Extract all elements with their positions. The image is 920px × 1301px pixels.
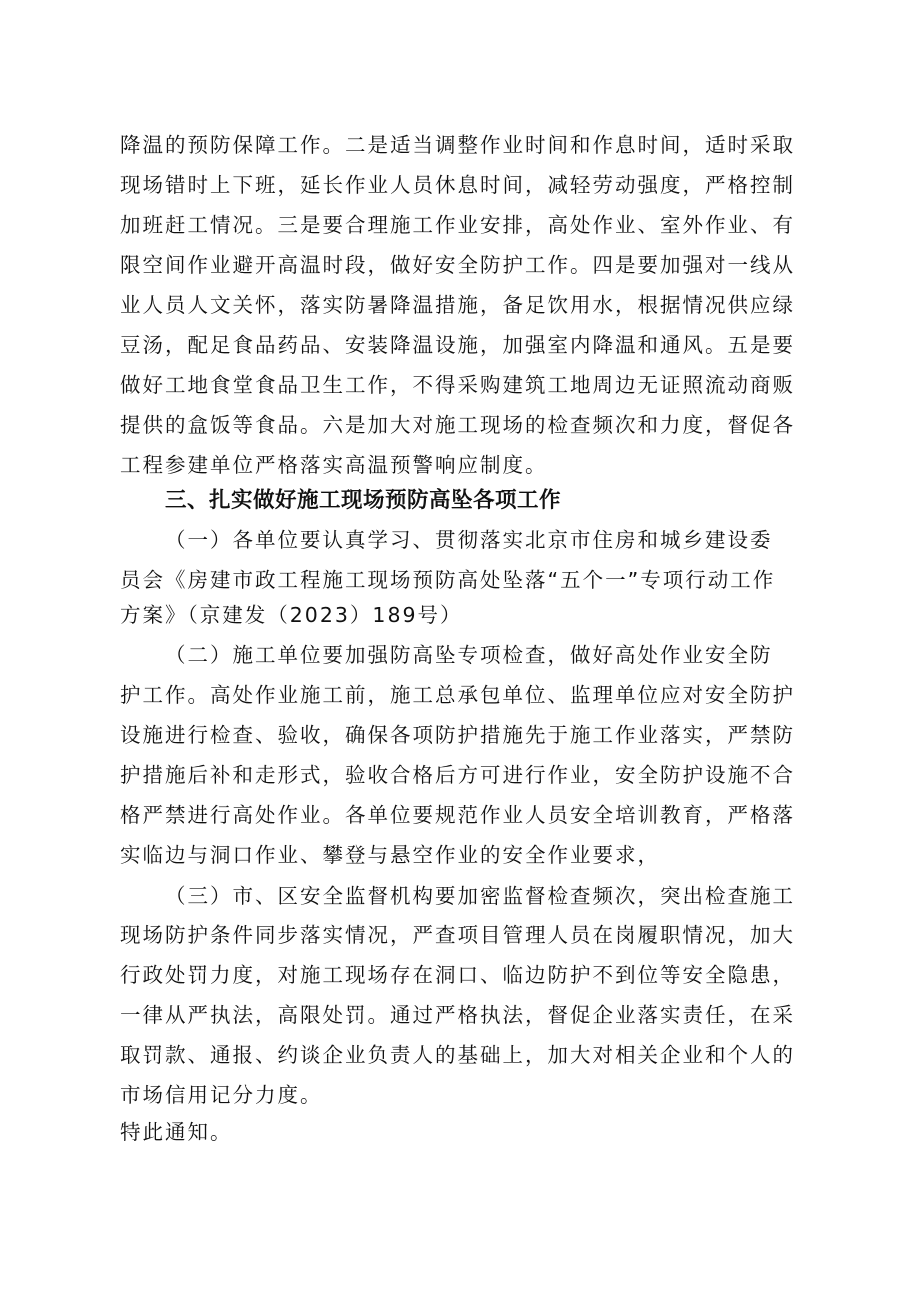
text-line: 一律从严执法，高限处罚。通过严格执法，督促企业落实责任，在采 <box>120 1003 795 1027</box>
text-line: 提供的盒饭等食品。六是加大对施工现场的检查频次和力度，督促各 <box>120 413 795 437</box>
text-line: （二）施工单位要加强防高坠专项检查，做好高处作业安全防 <box>165 643 773 667</box>
text-line: （一）各单位要认真学习、贯彻落实北京市住房和城乡建设委 <box>165 528 773 552</box>
section-heading: 三、扎实做好施工现场预防高坠各项工作 <box>165 488 562 513</box>
text-line: 豆汤，配足食品药品、安装降温设施，加强室内降温和通风。五是要 <box>120 333 795 357</box>
text-line: 取罚款、通报、约谈企业负责人的基础上，加大对相关企业和个人的 <box>120 1043 795 1067</box>
text-line: 护工作。高处作业施工前，施工总承包单位、监理单位应对安全防护 <box>120 683 795 707</box>
text-line: 现场错时上下班，延长作业人员休息时间，减轻劳动强度，严格控制 <box>120 173 795 197</box>
text-line: 方案》（京建发（2023）189号） <box>120 603 463 627</box>
text-line: 加班赶工情况。三是要合理施工作业安排，高处作业、室外作业、有 <box>120 213 795 237</box>
text-line: 限空间作业避开高温时段，做好安全防护工作。四是要加强对一线从 <box>120 253 795 277</box>
text-line: 现场防护条件同步落实情况，严查项目管理人员在岗履职情况，加大 <box>120 923 795 947</box>
text-line: 市场信用记分力度。 <box>120 1083 323 1107</box>
text-line: 格严禁进行高处作业。各单位要规范作业人员安全培训教育，严格落 <box>120 803 795 827</box>
text-line: 设施进行检查、验收，确保各项防护措施先于施工作业落实，严禁防 <box>120 723 795 747</box>
text-line: 员会《房建市政工程施工现场预防高处坠落“五个一”专项行动工作 <box>120 568 776 592</box>
text-line: （三）市、区安全监督机构要加密监督检查频次，突出检查施工 <box>165 884 795 908</box>
closing-text: 特此通知。 <box>120 1120 233 1144</box>
text-line: 行政处罚力度，对施工现场存在洞口、临边防护不到位等安全隐患， <box>120 963 795 987</box>
text-line: 降温的预防保障工作。二是适当调整作业时间和作息时间，适时采取 <box>120 133 795 157</box>
text-line: 业人员人文关怀，落实防暑降温措施，备足饮用水，根据情况供应绿 <box>120 293 795 317</box>
text-line: 做好工地食堂食品卫生工作，不得采购建筑工地周边无证照流动商贩 <box>120 373 795 397</box>
text-line: 工程参建单位严格落实高温预警响应制度。 <box>120 453 548 477</box>
text-line: 实临边与洞口作业、攀登与悬空作业的安全作业要求， <box>120 843 660 867</box>
text-line: 护措施后补和走形式，验收合格后方可进行作业，安全防护设施不合 <box>120 763 795 787</box>
